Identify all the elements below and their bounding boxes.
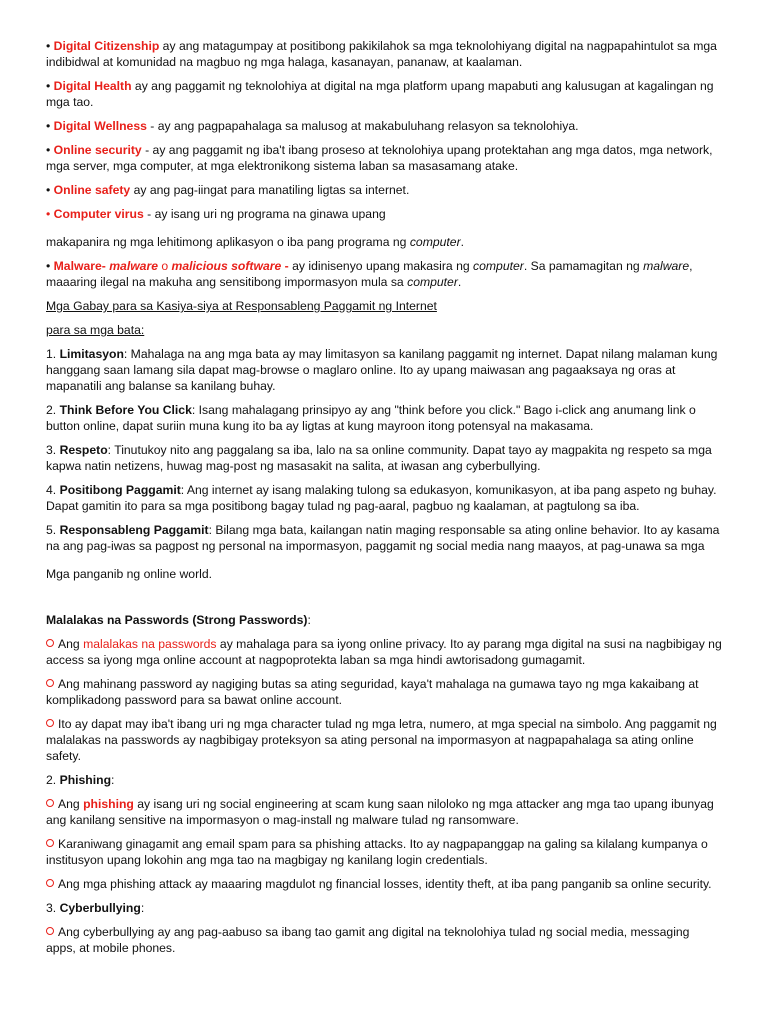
circle-bullet-icon xyxy=(46,879,54,887)
def-computer-virus: • Computer virus - ay isang uri ng programa na ginawa upang xyxy=(46,207,386,221)
phishing-point-2: Karaniwang ginagamit ang email spam para sa phishing attacks. Ito ay nagpapanggap na galing sa kilalang kumpanya o institusyon upang lokohin ang mga tao na magbigay ng kanilang login credentials. xyxy=(46,837,708,867)
guide-title-line-2: para sa mga bata: xyxy=(46,323,145,337)
bullet-icon: • xyxy=(46,143,54,157)
guide-tail: Mga panganib ng online world. xyxy=(46,567,213,581)
guide-item-limitasyon: 1. Limitasyon: Mahalaga na ang mga bata ay may limitasyon sa kanilang paggamit ng internet. Dapat nilang malaman kung hanggang saan lamang sila dapat mag-browse o maglaro online. Ito ay upang maiwasan ang pagaaksaya ng oras at mapanatili ang balanse sa kanilang buhay. xyxy=(46,347,718,393)
bullet-icon: • xyxy=(46,39,54,53)
def-malware: • Malware- malware o malicious software - ay idinisenyo upang makasira ng computer. Sa pamamagitan ng malware, maaaring ilegal na makuha ang sensitibong impormasyon mula sa computer. xyxy=(46,259,693,289)
passwords-heading: Malalakas na Passwords (Strong Passwords): xyxy=(46,613,311,627)
def-digital-citizenship: • Digital Citizenship ay ang matagumpay at positibong pakikilahok sa mga teknolohiyang digital na nagpapahintulot sa mga indibidwal at komunidad na magbuo ng mga halaga, kasanayan, pananaw, at kaalaman. xyxy=(46,39,717,69)
guide-item-responsableng-paggamit: 5. Responsableng Paggamit: Bilang mga bata, kailangan natin maging responsable sa ating online behavior. Ito ay kasama na ang pag-iwas sa pagpost ng personal na impormasyon, paggamit ng social media nang maayos, at pag-unawa sa mga xyxy=(46,523,720,553)
phishing-point-1: Ang phishing ay isang uri ng social engineering at scam kung saan niloloko ng mga attacker ang mga tao upang ibunyag ang kanilang sensitive na impormasyon o mag-install ng malware tulad ng ransomware. xyxy=(46,797,714,827)
bullet-icon: • xyxy=(46,259,54,273)
guide-item-think-before-you-click: 2. Think Before You Click: Isang mahalagang prinsipyo ay ang "think before you click." Bago i-click ang anumang link o button online, dapat suriin muna kung ito ba ay ligtas at kung mayroon itong potensyal na makasama. xyxy=(46,403,696,433)
circle-bullet-icon xyxy=(46,839,54,847)
def-computer-virus-continued: makapanira ng mga lehitimong aplikasyon o iba pang programa ng computer. xyxy=(46,235,465,249)
guide-item-positibong-paggamit: 4. Positibong Paggamit: Ang internet ay isang malaking tulong sa edukasyon, komunikasyon, at iba pang aspeto ng buhay. Dapat gamitin ito para sa mga positibong bagay tulad ng pag-aaral, pagbuo ng kaalaman, at pagtulong sa iba. xyxy=(46,483,717,513)
circle-bullet-icon xyxy=(46,679,54,687)
spacer xyxy=(46,590,722,612)
circle-bullet-icon xyxy=(46,639,54,647)
passwords-point-1: Ang malalakas na passwords ay mahalaga para sa iyong online privacy. Ito ay parang mga digital na susi na nagbibigay ng access sa iyong mga online account at nagpoprotekta laban sa mga hindi awtorisadong gumagamit. xyxy=(46,637,722,667)
def-digital-wellness: • Digital Wellness - ay ang pagpapahalaga sa malusog at makabuluhang relasyon sa teknolohiya. xyxy=(46,119,579,133)
passwords-point-3: Ito ay dapat may iba't ibang uri ng mga character tulad ng mga letra, numero, at mga special na simbolo. Ang paggamit ng malalakas na passwords ay nagbibigay proteksyon sa ating personal na impormasyon at nagpapahalaga sa ating online safety. xyxy=(46,717,717,763)
guide-item-respeto: 3. Respeto: Tinutukoy nito ang paggalang sa iba, lalo na sa online community. Dapat tayo ay magpakita ng respeto sa mga kapwa natin netizens, huwag mag-post ng masasakit na salita, at iwasan ang cyberbullying. xyxy=(46,443,712,473)
guide-title-line-1: Mga Gabay para sa Kasiya-siya at Responsableng Paggamit ng Internet xyxy=(46,299,437,313)
circle-bullet-icon xyxy=(46,799,54,807)
cyberbullying-point-1: Ang cyberbullying ay ang pag-aabuso sa ibang tao gamit ang digital na teknolohiya tulad ng social media, messaging apps, at mobile phones. xyxy=(46,925,690,955)
bullet-icon: • xyxy=(46,79,54,93)
def-online-security: • Online security - ay ang paggamit ng iba't ibang proseso at teknolohiya upang protektahan ang mga datos, mga network, mga server, mga computer, at mga elektronikong sistema laban sa masasamang atake. xyxy=(46,143,713,173)
phishing-point-3: Ang mga phishing attack ay maaaring magdulot ng financial losses, identity theft, at iba pang panganib sa online security. xyxy=(46,876,722,892)
bullet-icon: • xyxy=(46,207,51,221)
bullet-icon: • xyxy=(46,183,54,197)
def-online-safety: • Online safety ay ang pag-iingat para manatiling ligtas sa internet. xyxy=(46,183,410,197)
bullet-icon: • xyxy=(46,119,54,133)
passwords-point-2: Ang mahinang password ay nagiging butas sa ating seguridad, kaya't mahalaga na gumawa tayo ng mga kakaibang at komplikadong password para sa bawat online account. xyxy=(46,677,699,707)
cyberbullying-heading: 3. Cyberbullying: xyxy=(46,901,145,915)
circle-bullet-icon xyxy=(46,927,54,935)
def-digital-health: • Digital Health ay ang paggamit ng teknolohiya at digital na mga platform upang mapabuti ang kalusugan at kagalingan ng mga tao. xyxy=(46,79,714,109)
circle-bullet-icon xyxy=(46,719,54,727)
phishing-heading: 2. Phishing: xyxy=(46,773,115,787)
